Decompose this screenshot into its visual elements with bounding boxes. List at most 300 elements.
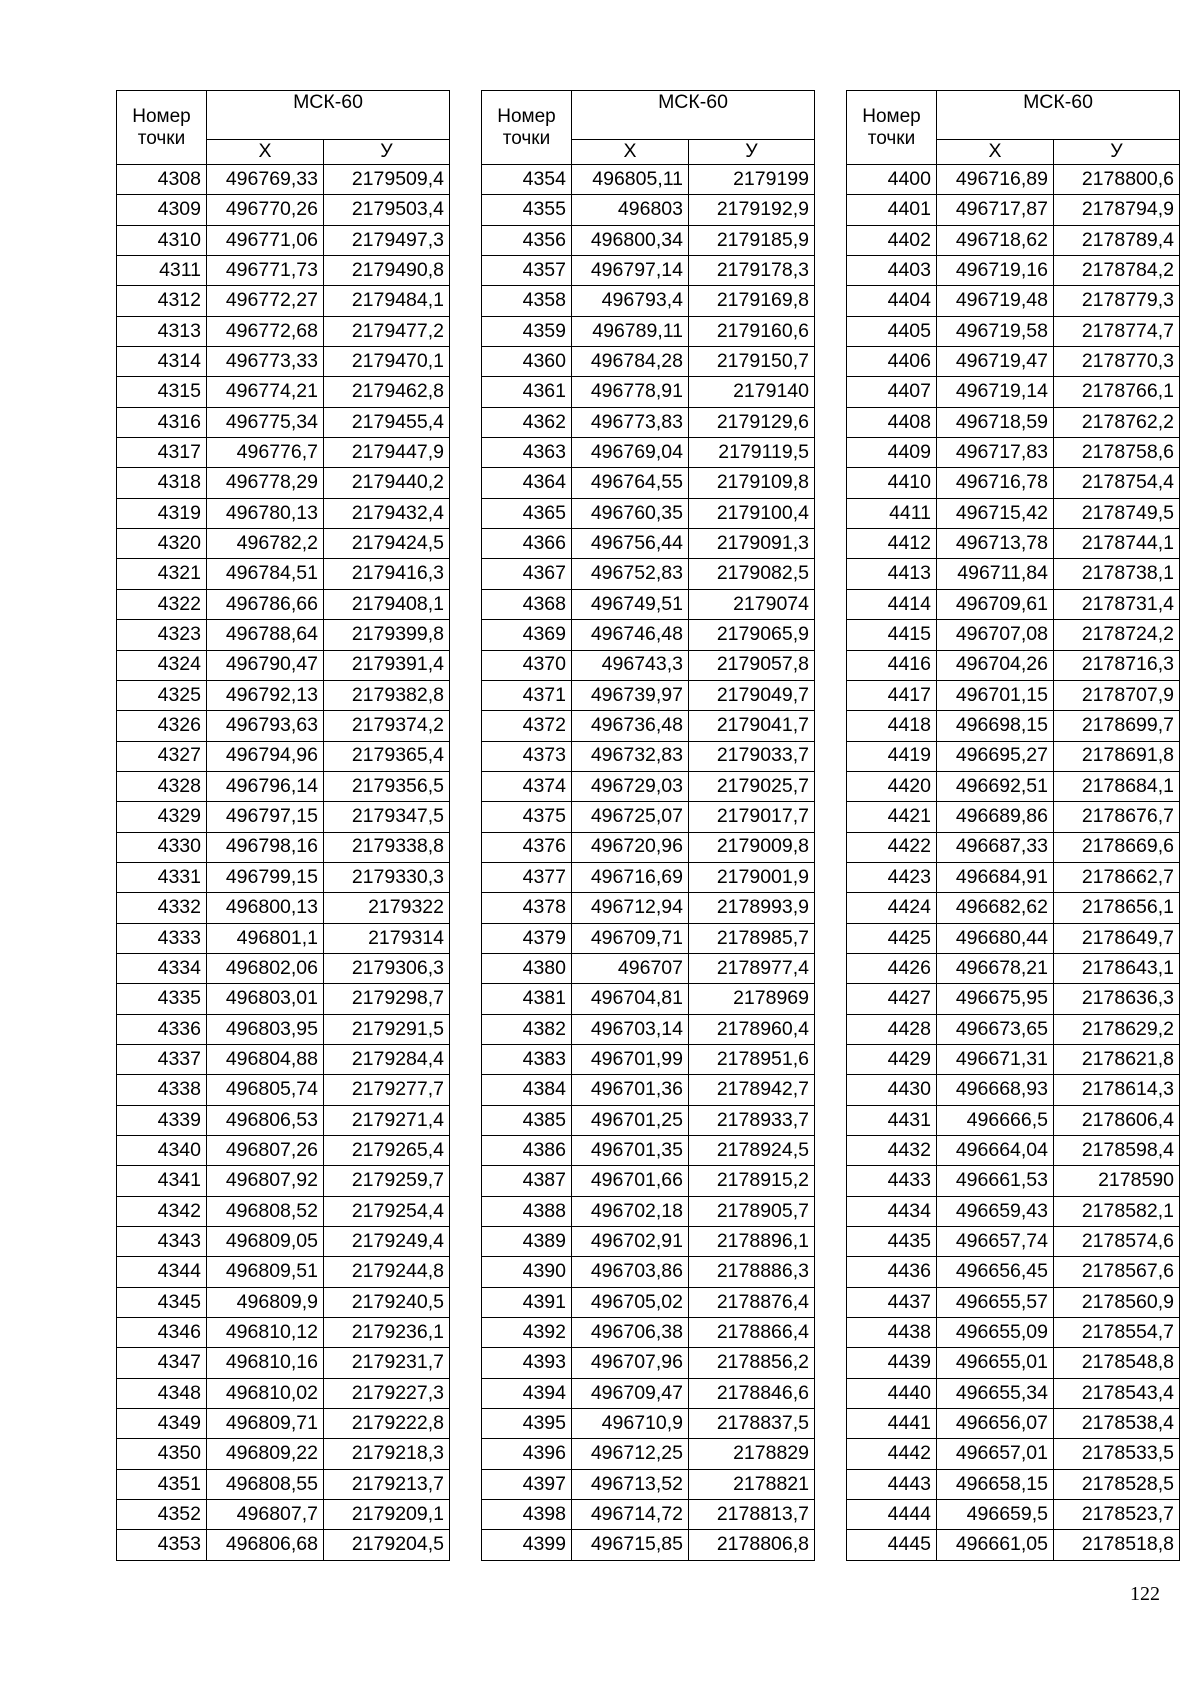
x-coordinate-cell: 496810,02 — [207, 1378, 324, 1408]
x-coordinate-cell: 496713,78 — [937, 529, 1054, 559]
y-coordinate-cell: 2178960,4 — [689, 1014, 815, 1044]
x-coordinate-cell: 496671,31 — [937, 1044, 1054, 1074]
y-coordinate-cell: 2178716,3 — [1054, 650, 1180, 680]
y-coordinate-cell: 2179490,8 — [324, 256, 450, 286]
table-row — [117, 1257, 450, 1287]
table-row — [847, 923, 1180, 953]
y-coordinate-cell: 2179447,9 — [324, 438, 450, 468]
point-number-cell: 4367 — [482, 559, 572, 589]
table-row — [482, 1318, 815, 1348]
table-row — [482, 1500, 815, 1530]
y-coordinate-cell: 2179271,4 — [324, 1105, 450, 1135]
y-coordinate-cell: 2178636,3 — [1054, 984, 1180, 1014]
y-coordinate-cell: 2179462,8 — [324, 377, 450, 407]
y-coordinate-cell: 2179259,7 — [324, 1166, 450, 1196]
x-coordinate-cell: 496701,36 — [572, 1075, 689, 1105]
x-coordinate-cell: 496702,18 — [572, 1196, 689, 1226]
y-coordinate-cell: 2178543,4 — [1054, 1378, 1180, 1408]
table-row — [847, 1257, 1180, 1287]
table-row — [117, 1530, 450, 1560]
point-number-cell: 4401 — [847, 195, 937, 225]
table-row — [847, 407, 1180, 437]
x-coordinate-cell: 496800,34 — [572, 225, 689, 255]
point-number-cell: 4362 — [482, 407, 572, 437]
point-number-cell: 4349 — [117, 1409, 207, 1439]
point-number-cell: 4352 — [117, 1500, 207, 1530]
y-coordinate-cell: 2179204,5 — [324, 1530, 450, 1560]
y-coordinate-cell: 2179218,3 — [324, 1439, 450, 1469]
y-coordinate-cell: 2178582,1 — [1054, 1196, 1180, 1226]
y-coordinate-cell: 2179017,7 — [689, 802, 815, 832]
table-row — [482, 953, 815, 983]
x-header: Х — [572, 140, 689, 165]
x-coordinate-cell: 496658,15 — [937, 1469, 1054, 1499]
x-coordinate-cell: 496709,71 — [572, 923, 689, 953]
x-coordinate-cell: 496746,48 — [572, 620, 689, 650]
table-row — [482, 559, 815, 589]
x-coordinate-cell: 496773,83 — [572, 407, 689, 437]
point-number-cell: 4441 — [847, 1409, 937, 1439]
x-coordinate-cell: 496770,26 — [207, 195, 324, 225]
y-coordinate-cell: 2178821 — [689, 1469, 815, 1499]
coordinates-table-3 — [846, 90, 1180, 1561]
x-coordinate-cell: 496809,51 — [207, 1257, 324, 1287]
x-coordinate-cell: 496719,14 — [937, 377, 1054, 407]
x-coordinate-cell: 496798,16 — [207, 832, 324, 862]
point-number-cell: 4443 — [847, 1469, 937, 1499]
x-coordinate-cell: 496806,53 — [207, 1105, 324, 1135]
y-coordinate-cell: 2179477,2 — [324, 316, 450, 346]
x-coordinate-cell: 496701,99 — [572, 1044, 689, 1074]
x-coordinate-cell: 496704,26 — [937, 650, 1054, 680]
table-row — [482, 1287, 815, 1317]
y-coordinate-cell: 2179057,8 — [689, 650, 815, 680]
x-coordinate-cell: 496809,9 — [207, 1287, 324, 1317]
table-row — [117, 1227, 450, 1257]
table-row — [847, 1469, 1180, 1499]
x-coordinate-cell: 496790,47 — [207, 650, 324, 680]
table-row — [847, 1500, 1180, 1530]
y-coordinate-cell: 2178942,7 — [689, 1075, 815, 1105]
x-coordinate-cell: 496756,44 — [572, 529, 689, 559]
table-row — [117, 1348, 450, 1378]
x-coordinate-cell: 496725,07 — [572, 802, 689, 832]
table-row — [847, 1409, 1180, 1439]
y-coordinate-cell: 2179503,4 — [324, 195, 450, 225]
point-number-cell: 4343 — [117, 1227, 207, 1257]
x-coordinate-cell: 496771,73 — [207, 256, 324, 286]
x-coordinate-cell: 496720,96 — [572, 832, 689, 862]
point-number-cell: 4372 — [482, 711, 572, 741]
x-coordinate-cell: 496772,27 — [207, 286, 324, 316]
point-number-cell: 4387 — [482, 1166, 572, 1196]
x-coordinate-cell: 496712,94 — [572, 893, 689, 923]
point-number-cell: 4434 — [847, 1196, 937, 1226]
y-coordinate-cell: 2178662,7 — [1054, 862, 1180, 892]
y-coordinate-cell: 2178621,8 — [1054, 1044, 1180, 1074]
y-coordinate-cell: 2178629,2 — [1054, 1014, 1180, 1044]
point-number-cell: 4356 — [482, 225, 572, 255]
table-row — [482, 589, 815, 619]
x-coordinate-cell: 496797,15 — [207, 802, 324, 832]
table-row — [847, 559, 1180, 589]
point-number-cell: 4420 — [847, 771, 937, 801]
point-number-cell: 4321 — [117, 559, 207, 589]
point-number-cell: 4389 — [482, 1227, 572, 1257]
x-coordinate-cell: 496664,04 — [937, 1136, 1054, 1166]
y-coordinate-cell: 2179298,7 — [324, 984, 450, 1014]
point-number-cell: 4427 — [847, 984, 937, 1014]
table-row — [482, 1075, 815, 1105]
y-coordinate-cell: 2179455,4 — [324, 407, 450, 437]
table-row — [482, 1196, 815, 1226]
x-coordinate-cell: 496709,61 — [937, 589, 1054, 619]
table-row — [117, 1409, 450, 1439]
table-row — [117, 1105, 450, 1135]
x-coordinate-cell: 496810,16 — [207, 1348, 324, 1378]
point-number-cell: 4308 — [117, 165, 207, 195]
x-coordinate-cell: 496778,91 — [572, 377, 689, 407]
coordinate-system-header: МСК-60 — [572, 91, 815, 140]
point-number-cell: 4354 — [482, 165, 572, 195]
y-coordinate-cell: 2179291,5 — [324, 1014, 450, 1044]
table-row — [482, 529, 815, 559]
table-row — [117, 953, 450, 983]
point-number-cell: 4337 — [117, 1044, 207, 1074]
y-coordinate-cell: 2179091,3 — [689, 529, 815, 559]
x-coordinate-cell: 496711,84 — [937, 559, 1054, 589]
table-row — [117, 589, 450, 619]
table-row — [482, 377, 815, 407]
y-coordinate-cell: 2178985,7 — [689, 923, 815, 953]
point-number-cell: 4320 — [117, 529, 207, 559]
table-row — [482, 1136, 815, 1166]
point-number-cell: 4312 — [117, 286, 207, 316]
point-number-cell: 4378 — [482, 893, 572, 923]
y-coordinate-cell: 2179382,8 — [324, 680, 450, 710]
table-row — [482, 347, 815, 377]
table-row — [117, 468, 450, 498]
table-row — [847, 1287, 1180, 1317]
point-number-cell: 4433 — [847, 1166, 937, 1196]
table-row — [482, 195, 815, 225]
x-coordinate-cell: 496687,33 — [937, 832, 1054, 862]
point-number-cell: 4340 — [117, 1136, 207, 1166]
y-coordinate-cell: 2178749,5 — [1054, 498, 1180, 528]
point-number-cell: 4438 — [847, 1318, 937, 1348]
point-number-cell: 4426 — [847, 953, 937, 983]
point-number-cell: 4395 — [482, 1409, 572, 1439]
point-number-cell: 4341 — [117, 1166, 207, 1196]
table-row — [847, 680, 1180, 710]
x-coordinate-cell: 496805,74 — [207, 1075, 324, 1105]
table-row — [847, 802, 1180, 832]
table-row — [847, 225, 1180, 255]
point-number-cell: 4380 — [482, 953, 572, 983]
table-row — [482, 165, 815, 195]
table-row — [117, 1166, 450, 1196]
table-row — [482, 1439, 815, 1469]
point-number-cell: 4359 — [482, 316, 572, 346]
x-coordinate-cell: 496703,14 — [572, 1014, 689, 1044]
point-number-cell: 4334 — [117, 953, 207, 983]
point-number-cell: 4328 — [117, 771, 207, 801]
x-coordinate-cell: 496716,78 — [937, 468, 1054, 498]
table-row — [482, 893, 815, 923]
y-coordinate-cell: 2178774,7 — [1054, 316, 1180, 346]
table-row — [117, 256, 450, 286]
point-number-cell: 4318 — [117, 468, 207, 498]
x-coordinate-cell: 496749,51 — [572, 589, 689, 619]
y-coordinate-cell: 2178993,9 — [689, 893, 815, 923]
table-row — [482, 1378, 815, 1408]
y-coordinate-cell: 2178538,4 — [1054, 1409, 1180, 1439]
table-row — [482, 1409, 815, 1439]
table-row — [117, 529, 450, 559]
point-number-cell: 4423 — [847, 862, 937, 892]
y-coordinate-cell: 2179240,5 — [324, 1287, 450, 1317]
x-coordinate-cell: 496707,08 — [937, 620, 1054, 650]
y-coordinate-cell: 2178789,4 — [1054, 225, 1180, 255]
point-number-cell: 4421 — [847, 802, 937, 832]
point-number-cell: 4403 — [847, 256, 937, 286]
point-number-cell: 4310 — [117, 225, 207, 255]
point-number-cell: 4333 — [117, 923, 207, 953]
point-number-cell: 4405 — [847, 316, 937, 346]
table-row — [847, 1105, 1180, 1135]
x-coordinate-cell: 496701,66 — [572, 1166, 689, 1196]
y-coordinate-cell: 2179169,8 — [689, 286, 815, 316]
table-row — [117, 923, 450, 953]
table-row — [482, 741, 815, 771]
y-coordinate-cell: 2178924,5 — [689, 1136, 815, 1166]
x-coordinate-cell: 496656,45 — [937, 1257, 1054, 1287]
x-coordinate-cell: 496807,26 — [207, 1136, 324, 1166]
x-coordinate-cell: 496719,47 — [937, 347, 1054, 377]
table-row — [847, 984, 1180, 1014]
x-coordinate-cell: 496797,14 — [572, 256, 689, 286]
x-coordinate-cell: 496769,04 — [572, 438, 689, 468]
table-row — [847, 953, 1180, 983]
point-number-cell: 4322 — [117, 589, 207, 619]
point-number-cell: 4393 — [482, 1348, 572, 1378]
point-number-cell: 4408 — [847, 407, 937, 437]
x-coordinate-cell: 496799,15 — [207, 862, 324, 892]
x-coordinate-cell: 496743,3 — [572, 650, 689, 680]
point-number-cell: 4406 — [847, 347, 937, 377]
y-coordinate-cell: 2178758,6 — [1054, 438, 1180, 468]
table-row — [482, 316, 815, 346]
y-coordinate-cell: 2179209,1 — [324, 1500, 450, 1530]
table-row — [482, 650, 815, 680]
x-coordinate-cell: 496718,59 — [937, 407, 1054, 437]
x-coordinate-cell: 496706,38 — [572, 1318, 689, 1348]
y-coordinate-cell: 2178856,2 — [689, 1348, 815, 1378]
point-number-cell: 4376 — [482, 832, 572, 862]
table-row — [117, 1500, 450, 1530]
table-row — [482, 1530, 815, 1560]
table-row — [117, 195, 450, 225]
x-coordinate-cell: 496788,64 — [207, 620, 324, 650]
point-number-cell: 4411 — [847, 498, 937, 528]
point-number-cell: 4437 — [847, 1287, 937, 1317]
x-coordinate-cell: 496655,09 — [937, 1318, 1054, 1348]
x-header: Х — [207, 140, 324, 165]
x-coordinate-cell: 496803,95 — [207, 1014, 324, 1044]
y-coordinate-cell: 2179497,3 — [324, 225, 450, 255]
x-coordinate-cell: 496784,28 — [572, 347, 689, 377]
table-row — [117, 559, 450, 589]
table-row — [117, 1318, 450, 1348]
x-coordinate-cell: 496729,03 — [572, 771, 689, 801]
y-coordinate-cell: 2179330,3 — [324, 862, 450, 892]
point-number-cell: 4383 — [482, 1044, 572, 1074]
table-row — [847, 1014, 1180, 1044]
point-number-cell: 4400 — [847, 165, 937, 195]
point-number-cell: 4397 — [482, 1469, 572, 1499]
x-coordinate-cell: 496713,52 — [572, 1469, 689, 1499]
y-coordinate-cell: 2179277,7 — [324, 1075, 450, 1105]
y-coordinate-cell: 2179265,4 — [324, 1136, 450, 1166]
x-coordinate-cell: 496809,05 — [207, 1227, 324, 1257]
y-coordinate-cell: 2178806,8 — [689, 1530, 815, 1560]
y-coordinate-cell: 2179306,3 — [324, 953, 450, 983]
table-row — [847, 589, 1180, 619]
x-coordinate-cell: 496805,11 — [572, 165, 689, 195]
y-coordinate-cell: 2178523,7 — [1054, 1500, 1180, 1530]
point-number-cell: 4404 — [847, 286, 937, 316]
x-coordinate-cell: 496668,93 — [937, 1075, 1054, 1105]
table-row — [847, 741, 1180, 771]
y-coordinate-cell: 2178837,5 — [689, 1409, 815, 1439]
y-coordinate-cell: 2178766,1 — [1054, 377, 1180, 407]
point-number-cell: 4415 — [847, 620, 937, 650]
y-coordinate-cell: 2178724,2 — [1054, 620, 1180, 650]
y-coordinate-cell: 2179231,7 — [324, 1348, 450, 1378]
point-number-cell: 4371 — [482, 680, 572, 710]
table-row — [117, 316, 450, 346]
table-row — [482, 1257, 815, 1287]
point-number-cell: 4444 — [847, 1500, 937, 1530]
x-coordinate-cell: 496736,48 — [572, 711, 689, 741]
point-number-cell: 4347 — [117, 1348, 207, 1378]
y-coordinate-cell: 2178829 — [689, 1439, 815, 1469]
point-number-cell: 4355 — [482, 195, 572, 225]
table-row — [847, 498, 1180, 528]
y-coordinate-cell: 2178643,1 — [1054, 953, 1180, 983]
y-coordinate-cell: 2178813,7 — [689, 1500, 815, 1530]
table-row — [847, 893, 1180, 923]
y-coordinate-cell: 2178590 — [1054, 1166, 1180, 1196]
table-row — [847, 1318, 1180, 1348]
x-coordinate-cell: 496716,89 — [937, 165, 1054, 195]
point-number-cell: 4392 — [482, 1318, 572, 1348]
point-number-cell: 4374 — [482, 771, 572, 801]
y-coordinate-cell: 2179391,4 — [324, 650, 450, 680]
point-number-cell: 4336 — [117, 1014, 207, 1044]
x-coordinate-cell: 496656,07 — [937, 1409, 1054, 1439]
y-coordinate-cell: 2178969 — [689, 984, 815, 1014]
point-number-cell: 4418 — [847, 711, 937, 741]
y-header: У — [689, 140, 815, 165]
coordinates-table-1 — [116, 90, 450, 1561]
x-coordinate-cell: 496774,21 — [207, 377, 324, 407]
y-coordinate-cell: 2179185,9 — [689, 225, 815, 255]
x-coordinate-cell: 496709,47 — [572, 1378, 689, 1408]
table-row — [117, 498, 450, 528]
x-coordinate-cell: 496657,74 — [937, 1227, 1054, 1257]
x-coordinate-cell: 496703,86 — [572, 1257, 689, 1287]
table-row — [482, 1469, 815, 1499]
point-number-cell: 4325 — [117, 680, 207, 710]
y-coordinate-cell: 2178699,7 — [1054, 711, 1180, 741]
x-coordinate-cell: 496793,63 — [207, 711, 324, 741]
y-coordinate-cell: 2178656,1 — [1054, 893, 1180, 923]
x-coordinate-cell: 496796,14 — [207, 771, 324, 801]
y-coordinate-cell: 2179365,4 — [324, 741, 450, 771]
y-coordinate-cell: 2178554,7 — [1054, 1318, 1180, 1348]
point-number-cell: 4309 — [117, 195, 207, 225]
point-number-cell: 4366 — [482, 529, 572, 559]
point-number-cell: 4330 — [117, 832, 207, 862]
y-coordinate-cell: 2179049,7 — [689, 680, 815, 710]
point-number-cell: 4416 — [847, 650, 937, 680]
point-number-cell: 4326 — [117, 711, 207, 741]
table-row — [847, 316, 1180, 346]
y-coordinate-cell: 2178548,8 — [1054, 1348, 1180, 1378]
point-number-cell: 4314 — [117, 347, 207, 377]
y-coordinate-cell: 2179374,2 — [324, 711, 450, 741]
x-coordinate-cell: 496701,25 — [572, 1105, 689, 1135]
table-row — [117, 1378, 450, 1408]
point-number-cell: 4412 — [847, 529, 937, 559]
table-row — [117, 832, 450, 862]
y-coordinate-cell: 2178933,7 — [689, 1105, 815, 1135]
x-coordinate-cell: 496789,11 — [572, 316, 689, 346]
table-row — [847, 286, 1180, 316]
x-coordinate-cell: 496666,5 — [937, 1105, 1054, 1135]
table-row — [847, 256, 1180, 286]
point-number-cell: 4381 — [482, 984, 572, 1014]
y-coordinate-cell: 2178533,5 — [1054, 1439, 1180, 1469]
y-coordinate-cell: 2179009,8 — [689, 832, 815, 862]
x-coordinate-cell: 496786,66 — [207, 589, 324, 619]
x-coordinate-cell: 496701,35 — [572, 1136, 689, 1166]
point-number-cell: 4432 — [847, 1136, 937, 1166]
x-coordinate-cell: 496719,58 — [937, 316, 1054, 346]
y-coordinate-cell: 2178598,4 — [1054, 1136, 1180, 1166]
y-coordinate-cell: 2178754,4 — [1054, 468, 1180, 498]
point-number-cell: 4384 — [482, 1075, 572, 1105]
table-row — [117, 862, 450, 892]
table-row — [847, 1378, 1180, 1408]
x-coordinate-cell: 496678,21 — [937, 953, 1054, 983]
table-row — [847, 1044, 1180, 1074]
table-row — [482, 1014, 815, 1044]
x-coordinate-cell: 496782,2 — [207, 529, 324, 559]
point-number-cell: 4390 — [482, 1257, 572, 1287]
y-coordinate-cell: 2179001,9 — [689, 862, 815, 892]
point-number-cell: 4425 — [847, 923, 937, 953]
x-coordinate-cell: 496803 — [572, 195, 689, 225]
point-number-cell: 4442 — [847, 1439, 937, 1469]
y-coordinate-cell: 2178560,9 — [1054, 1287, 1180, 1317]
point-number-header: Номер точки — [117, 91, 207, 165]
y-coordinate-cell: 2179129,6 — [689, 407, 815, 437]
table-row — [482, 286, 815, 316]
x-coordinate-cell: 496675,95 — [937, 984, 1054, 1014]
x-coordinate-cell: 496794,96 — [207, 741, 324, 771]
